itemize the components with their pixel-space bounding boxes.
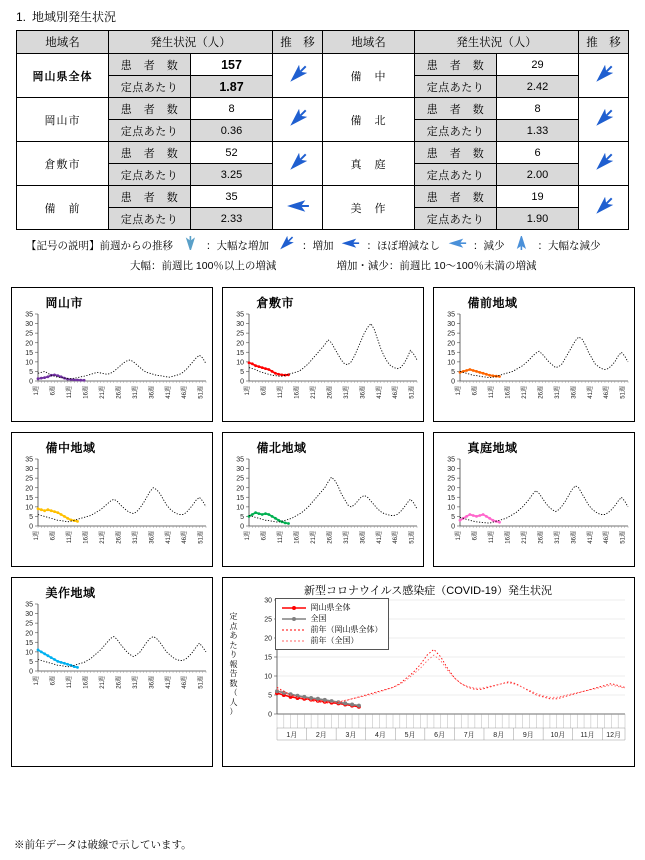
trend-icon-right [579, 98, 629, 142]
chart-title: 備北地域 [256, 441, 307, 455]
legend-item-label: ：大幅な増加 [206, 239, 269, 252]
svg-text:1週: 1週 [33, 531, 40, 541]
chart-title: 真庭地域 [467, 441, 518, 455]
svg-text:31週: 31週 [132, 676, 139, 689]
svg-text:46週: 46週 [603, 386, 610, 399]
svg-text:41週: 41週 [587, 386, 594, 399]
svg-text:30: 30 [446, 466, 455, 474]
perpoint-value-right: 1.33 [497, 120, 579, 142]
svg-text:30: 30 [235, 321, 244, 329]
chart-title: 岡山市 [45, 296, 84, 310]
chart-title: 備中地域 [45, 441, 96, 455]
svg-text:51週: 51週 [620, 386, 627, 399]
svg-text:9月: 9月 [522, 732, 534, 739]
table-header-row [17, 31, 629, 54]
svg-text:41週: 41週 [165, 531, 172, 544]
legend-entry [281, 635, 383, 646]
decrease-icon [444, 236, 470, 254]
trend-icon-right [579, 142, 629, 186]
svg-text:36週: 36週 [148, 676, 155, 689]
legend-item-label: ：増加 [302, 239, 334, 252]
svg-text:31週: 31週 [554, 386, 561, 399]
svg-text:6週: 6週 [49, 676, 56, 686]
svg-text:11週: 11週 [488, 531, 495, 544]
big-decrease-icon [509, 236, 535, 254]
svg-text:0: 0 [28, 378, 33, 386]
perpoint-value-left: 2.33 [191, 208, 273, 230]
covid-chart-panel [222, 577, 635, 767]
svg-text:5: 5 [239, 369, 244, 377]
svg-text:25: 25 [446, 330, 455, 338]
svg-text:36週: 36週 [148, 386, 155, 399]
trend-icon-right [579, 186, 629, 230]
chart-title: 倉敷市 [256, 296, 295, 310]
svg-text:36週: 36週 [570, 531, 577, 544]
svg-text:31週: 31週 [343, 386, 350, 399]
svg-text:51週: 51週 [409, 531, 416, 544]
patients-value-right: 6 [497, 142, 579, 164]
perpoint-value-left: 1.87 [191, 76, 273, 98]
perpoint-value-right: 2.00 [497, 164, 579, 186]
patients-value-left: 35 [191, 186, 273, 208]
legend-item [509, 236, 601, 254]
svg-text:3月: 3月 [344, 732, 356, 739]
svg-text:10: 10 [446, 359, 455, 367]
svg-text:41週: 41週 [376, 531, 383, 544]
svg-text:15: 15 [24, 494, 33, 502]
svg-text:1週: 1週 [33, 386, 40, 396]
header-status-right: 発生状況（人） [415, 31, 579, 54]
chart-title: 美作地域 [45, 586, 96, 600]
svg-text:11週: 11週 [277, 531, 284, 544]
svg-text:46週: 46週 [392, 386, 399, 399]
legend-notes-row [10, 258, 635, 273]
row-label-patients-right: 患 者 数 [415, 54, 497, 76]
svg-text:16週: 16週 [293, 531, 300, 544]
svg-text:35: 35 [24, 601, 33, 609]
svg-text:15: 15 [235, 349, 244, 357]
region-name-left: 岡山市 [17, 98, 109, 142]
legend-item [338, 236, 441, 254]
svg-text:20: 20 [24, 340, 33, 348]
patients-value-right: 29 [497, 54, 579, 76]
svg-text:41週: 41週 [587, 531, 594, 544]
svg-text:25: 25 [446, 475, 455, 483]
svg-text:15: 15 [235, 494, 244, 502]
svg-text:35: 35 [24, 311, 33, 319]
charts-grid [10, 287, 635, 767]
row-label-perpoint-right: 定点あたり [415, 208, 497, 230]
svg-text:35: 35 [446, 311, 455, 319]
row-label-perpoint-right: 定点あたり [415, 164, 497, 186]
svg-text:21週: 21週 [310, 531, 317, 544]
covid-chart-title: 新型コロナウイルス感染症（COVID-19）発生状況 [303, 585, 553, 597]
row-label-patients-right: 患 者 数 [415, 142, 497, 164]
table-row [17, 98, 629, 120]
svg-text:30: 30 [24, 611, 33, 619]
svg-text:21週: 21週 [99, 676, 106, 689]
svg-text:36週: 36週 [148, 531, 155, 544]
svg-text:6週: 6週 [260, 386, 267, 396]
svg-text:31週: 31週 [132, 386, 139, 399]
svg-text:35: 35 [24, 456, 33, 464]
svg-text:5: 5 [450, 369, 455, 377]
chart-panel [222, 432, 424, 567]
svg-text:7月: 7月 [463, 732, 475, 739]
region-name-right: 真 庭 [323, 142, 415, 186]
svg-text:20: 20 [24, 630, 33, 638]
svg-text:20: 20 [235, 485, 244, 493]
svg-text:10: 10 [263, 673, 272, 681]
trend-icon-left [273, 186, 323, 230]
flat-icon [338, 236, 364, 254]
svg-text:25: 25 [24, 330, 33, 338]
patients-value-left: 8 [191, 98, 273, 120]
legend-item-label: ：大幅な減少 [537, 239, 601, 252]
svg-text:35: 35 [235, 311, 244, 319]
svg-text:6月: 6月 [433, 732, 445, 739]
footnote: ※前年データは破線で示しています。 [14, 839, 192, 851]
svg-text:5: 5 [28, 659, 33, 667]
chart-panel [11, 577, 213, 767]
svg-text:51週: 51週 [409, 386, 416, 399]
svg-text:46週: 46週 [181, 531, 188, 544]
svg-text:41週: 41週 [376, 386, 383, 399]
svg-text:10: 10 [24, 649, 33, 657]
legend-entry [281, 602, 383, 613]
svg-text:0: 0 [450, 523, 455, 531]
row-label-patients-left: 患 者 数 [109, 54, 191, 76]
legend-entry-label: 前年（全国） [310, 636, 359, 645]
svg-text:51週: 51週 [620, 531, 627, 544]
perpoint-value-left: 3.25 [191, 164, 273, 186]
legend-item-label: ：ほぼ増減なし [366, 239, 440, 252]
patients-value-left: 157 [191, 54, 273, 76]
svg-text:30: 30 [235, 466, 244, 474]
chart-title: 備前地域 [467, 296, 518, 310]
row-label-perpoint-right: 定点あたり [415, 76, 497, 98]
legend-item-label: ：減少 [473, 239, 505, 252]
row-label-perpoint-left: 定点あたり [109, 120, 191, 142]
legend-note-normal: 増加・減少：前週比 10〜100％未満の増減 [336, 260, 537, 272]
row-label-perpoint-left: 定点あたり [109, 164, 191, 186]
svg-text:16週: 16週 [82, 531, 89, 544]
svg-text:25: 25 [24, 475, 33, 483]
chart-panel [11, 432, 213, 567]
section-title: 地域別発生状況 [32, 10, 117, 24]
svg-text:15: 15 [446, 494, 455, 502]
chart-panel [433, 432, 635, 567]
svg-text:1週: 1週 [244, 531, 251, 541]
svg-text:11週: 11週 [66, 386, 73, 399]
svg-text:15: 15 [24, 639, 33, 647]
patients-value-right: 19 [497, 186, 579, 208]
perpoint-value-left: 0.36 [191, 120, 273, 142]
svg-text:10: 10 [24, 359, 33, 367]
trend-icon-left [273, 142, 323, 186]
header-status-left: 発生状況（人） [109, 31, 273, 54]
svg-text:46週: 46週 [392, 531, 399, 544]
row-label-perpoint-left: 定点あたり [109, 76, 191, 98]
svg-text:0: 0 [267, 711, 272, 719]
svg-text:30: 30 [24, 466, 33, 474]
svg-text:51週: 51週 [198, 531, 205, 544]
legend-entry-label: 前年（岡山県全体） [310, 625, 383, 634]
svg-text:5: 5 [267, 692, 272, 700]
svg-text:46週: 46週 [603, 531, 610, 544]
trend-icon-left [273, 54, 323, 98]
svg-text:5: 5 [450, 514, 455, 522]
chart-panel [433, 287, 635, 422]
svg-text:26週: 26週 [115, 386, 122, 399]
row-label-perpoint-left: 定点あたり [109, 208, 191, 230]
region-name-left: 岡山県全体 [17, 54, 109, 98]
svg-text:6週: 6週 [49, 531, 56, 541]
patients-value-right: 8 [497, 98, 579, 120]
legend-entry-label: 全国 [310, 614, 327, 623]
legend-entry [281, 613, 383, 624]
svg-text:11週: 11週 [66, 531, 73, 544]
trend-icon-left [273, 98, 323, 142]
svg-text:36週: 36週 [359, 531, 366, 544]
header-trend-right: 推 移 [579, 31, 629, 54]
region-name-right: 備 中 [323, 54, 415, 98]
header-trend-left: 推 移 [273, 31, 323, 54]
table-row [17, 186, 629, 208]
svg-text:21週: 21週 [99, 386, 106, 399]
svg-text:21週: 21週 [310, 386, 317, 399]
svg-text:10: 10 [446, 504, 455, 512]
legend-symbols-row [10, 236, 635, 254]
svg-text:2月: 2月 [315, 732, 327, 739]
svg-text:11週: 11週 [277, 386, 284, 399]
svg-text:16週: 16週 [82, 676, 89, 689]
svg-text:20: 20 [235, 340, 244, 348]
header-region-left: 地域名 [17, 31, 109, 54]
svg-text:10: 10 [235, 504, 244, 512]
increase-icon [273, 236, 299, 254]
row-label-patients-right: 患 者 数 [415, 98, 497, 120]
perpoint-value-right: 2.42 [497, 76, 579, 98]
legend-item [177, 236, 269, 254]
regional-status-table [16, 30, 629, 230]
svg-text:16週: 16週 [504, 531, 511, 544]
svg-text:31週: 31週 [343, 531, 350, 544]
svg-text:0: 0 [239, 378, 244, 386]
patients-value-left: 52 [191, 142, 273, 164]
svg-text:51週: 51週 [198, 386, 205, 399]
header-region-right: 地域名 [323, 31, 415, 54]
svg-text:6週: 6週 [471, 531, 478, 541]
svg-text:26週: 26週 [537, 386, 544, 399]
row-label-patients-left: 患 者 数 [109, 142, 191, 164]
svg-text:26週: 26週 [115, 676, 122, 689]
legend-item [273, 236, 334, 254]
svg-text:1週: 1週 [455, 531, 462, 541]
svg-text:11月: 11月 [579, 732, 595, 739]
svg-text:6週: 6週 [49, 386, 56, 396]
svg-text:30: 30 [24, 321, 33, 329]
svg-text:30: 30 [263, 597, 272, 605]
row-label-perpoint-right: 定点あたり [415, 120, 497, 142]
svg-text:6週: 6週 [471, 386, 478, 396]
svg-text:12月: 12月 [605, 732, 621, 739]
legend-note-big: 大幅：前週比 100％以上の増減 [130, 260, 277, 272]
svg-text:35: 35 [446, 456, 455, 464]
trend-icon-right [579, 54, 629, 98]
svg-text:5: 5 [28, 369, 33, 377]
legend-entry-label: 岡山県全体 [310, 603, 351, 612]
svg-text:26週: 26週 [115, 531, 122, 544]
svg-text:36週: 36週 [359, 386, 366, 399]
legend-key-icon [281, 637, 307, 645]
covid-y-axis-label: 定 点 あ た り 報 告 数 （ 人 ） [229, 612, 238, 716]
region-name-right: 美 作 [323, 186, 415, 230]
svg-text:15: 15 [446, 349, 455, 357]
svg-text:10月: 10月 [550, 732, 565, 739]
svg-text:15: 15 [263, 654, 272, 662]
svg-text:16週: 16週 [293, 386, 300, 399]
svg-text:31週: 31週 [554, 531, 561, 544]
svg-text:5月: 5月 [404, 732, 416, 739]
perpoint-value-right: 1.90 [497, 208, 579, 230]
svg-text:16週: 16週 [82, 386, 89, 399]
svg-text:20: 20 [24, 485, 33, 493]
region-name-left: 備 前 [17, 186, 109, 230]
svg-text:1週: 1週 [244, 386, 251, 396]
svg-text:35: 35 [235, 456, 244, 464]
svg-text:6週: 6週 [260, 531, 267, 541]
svg-text:36週: 36週 [570, 386, 577, 399]
svg-text:26週: 26週 [326, 531, 333, 544]
svg-text:41週: 41週 [165, 386, 172, 399]
svg-text:0: 0 [450, 378, 455, 386]
svg-text:25: 25 [235, 475, 244, 483]
svg-text:5: 5 [28, 514, 33, 522]
chart-panel [11, 287, 213, 422]
svg-text:26週: 26週 [537, 531, 544, 544]
region-name-left: 倉敷市 [17, 142, 109, 186]
svg-text:46週: 46週 [181, 386, 188, 399]
svg-text:21週: 21週 [521, 386, 528, 399]
big-increase-icon [177, 236, 203, 254]
svg-text:30: 30 [446, 321, 455, 329]
svg-text:46週: 46週 [181, 676, 188, 689]
svg-text:11週: 11週 [66, 676, 73, 689]
section-heading [16, 8, 635, 25]
svg-text:11週: 11週 [488, 386, 495, 399]
svg-text:10: 10 [235, 359, 244, 367]
svg-text:21週: 21週 [521, 531, 528, 544]
svg-text:1週: 1週 [33, 676, 40, 686]
covid-chart-legend [275, 598, 389, 650]
legend-prefix: 【記号の説明】前週からの推移 [26, 239, 173, 252]
chart-panel [222, 287, 424, 422]
svg-text:25: 25 [24, 620, 33, 628]
svg-text:8月: 8月 [492, 732, 504, 739]
svg-text:26週: 26週 [326, 386, 333, 399]
symbol-legend [10, 236, 635, 273]
svg-text:1週: 1週 [455, 386, 462, 396]
row-label-patients-left: 患 者 数 [109, 98, 191, 120]
row-label-patients-right: 患 者 数 [415, 186, 497, 208]
svg-text:25: 25 [263, 616, 272, 624]
svg-text:0: 0 [28, 523, 33, 531]
svg-text:41週: 41週 [165, 676, 172, 689]
legend-key-icon [281, 604, 307, 612]
section-number: 1. [16, 10, 27, 24]
svg-text:21週: 21週 [99, 531, 106, 544]
svg-text:5: 5 [239, 514, 244, 522]
svg-text:0: 0 [28, 668, 33, 676]
table-row [17, 54, 629, 76]
svg-text:16週: 16週 [504, 386, 511, 399]
svg-text:25: 25 [235, 330, 244, 338]
svg-text:31週: 31週 [132, 531, 139, 544]
svg-text:1月: 1月 [285, 732, 297, 739]
svg-text:4月: 4月 [374, 732, 386, 739]
legend-key-icon [281, 615, 307, 623]
svg-text:15: 15 [24, 349, 33, 357]
region-name-right: 備 北 [323, 98, 415, 142]
svg-text:0: 0 [239, 523, 244, 531]
legend-item [444, 236, 505, 254]
legend-entry [281, 624, 383, 635]
legend-key-icon [281, 626, 307, 634]
svg-text:20: 20 [446, 485, 455, 493]
svg-text:20: 20 [446, 340, 455, 348]
svg-text:20: 20 [263, 635, 272, 643]
row-label-patients-left: 患 者 数 [109, 186, 191, 208]
svg-text:51週: 51週 [198, 676, 205, 689]
svg-text:10: 10 [24, 504, 33, 512]
table-row [17, 142, 629, 164]
